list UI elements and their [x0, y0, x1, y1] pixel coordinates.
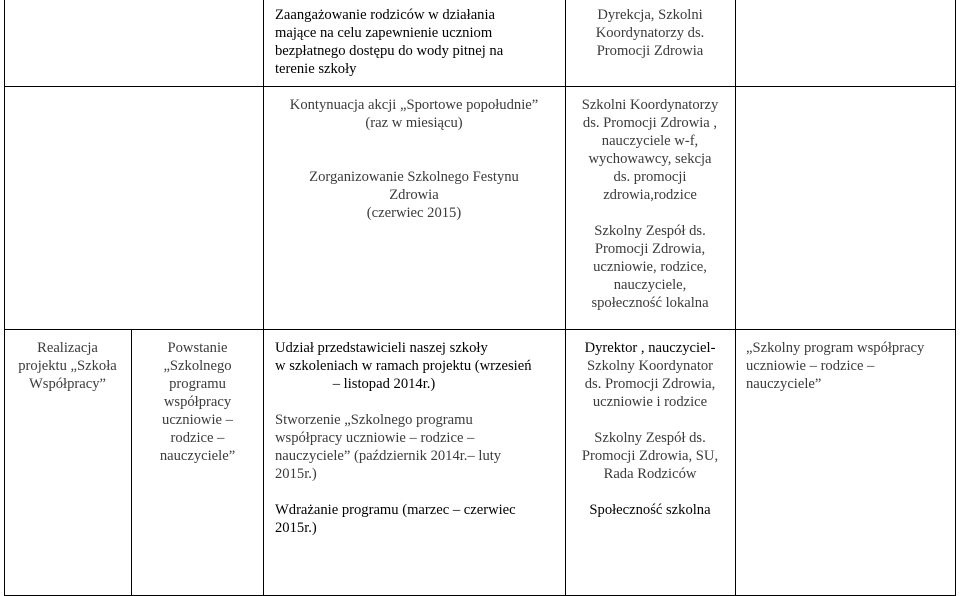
row3-responsible-b-line-1: Szkolny Zespół ds. — [594, 430, 706, 446]
row3-activity-b-line-4: 2015r.) — [275, 466, 317, 482]
table-border-left — [4, 0, 5, 596]
row3-responsible-a-line-4: uczniowie i rodzice — [592, 394, 708, 410]
row3-task-line-7: nauczyciele” — [159, 448, 236, 464]
row2-responsible-a-line-1: Szkolni Koordynatorzy — [581, 97, 719, 113]
row3-activity-b-line-2: współpracy uczniowie – rodzice – — [275, 430, 475, 446]
row3-task-line-1: Powstanie — [167, 340, 228, 356]
row3-area-line-3: Współpracy” — [29, 376, 106, 392]
row3-task-line-5: uczniowie – — [162, 412, 233, 428]
row3-responsible-a-line-1: Dyrektor , nauczyciel- — [584, 340, 716, 356]
row3-area-line-2: projektu „Szkoła — [18, 358, 117, 374]
row3-task-line-2: „Szkolnego — [163, 358, 232, 374]
row2-activity-a-line-1: Kontynuacja akcji „Sportowe popołudnie” — [289, 97, 539, 113]
column-divider-4 — [735, 0, 736, 596]
row3-activity-a-line-2: w szkoleniach w ramach projektu (wrzesień — [275, 358, 532, 374]
row2-responsible-a-line-2: ds. Promocji Zdrowia , — [582, 115, 718, 131]
row3-effect-line-1: „Szkolny program współpracy — [746, 340, 925, 356]
column-divider-1 — [131, 330, 132, 596]
row1-activity-cell — [275, 6, 560, 78]
row3-responsible-b-line-3: Rada Rodziców — [603, 466, 697, 482]
row1-responsible-line-2: Koordynatorzy ds. — [595, 25, 705, 41]
row3-task-cell — [134, 339, 261, 465]
row2-responsible-b-line-1: Szkolny Zespół ds. — [594, 223, 706, 239]
row3-effect-line-3: nauczyciele” — [746, 376, 822, 392]
row2-activity-b-line-1: Zorganizowanie Szkolnego Festynu — [309, 169, 519, 185]
row3-activity-c-line-2: 2015r.) — [275, 520, 317, 536]
row3-activity-a-line-3: – listopad 2014r.) — [332, 376, 436, 392]
row3-activity-cell — [275, 339, 563, 537]
row2-activity-cell — [265, 96, 563, 222]
row2-responsible-a-line-3: nauczyciele w-f, — [601, 133, 699, 149]
row1-responsible-line-3: Promocji Zdrowia — [596, 43, 704, 59]
row2-responsible-b-line-3: uczniowie, rodzice, — [593, 259, 707, 275]
row-divider-1 — [4, 86, 956, 87]
row2-responsible-a-line-5: ds. promocji — [613, 169, 687, 185]
row3-area-cell — [6, 339, 129, 393]
row3-task-line-6: rodzice – — [170, 430, 225, 446]
row2-activity-b-line-3: (czerwiec 2015) — [366, 205, 462, 221]
row2-responsible-a-line-6: zdrowia,rodzice — [603, 187, 697, 203]
row3-activity-b-line-1: Stworzenie „Szkolnego programu — [275, 412, 473, 428]
row3-responsible-cell — [568, 339, 732, 519]
row3-responsible-c-line-1: Społeczność szkolna — [589, 502, 711, 518]
row3-effect-cell — [746, 339, 952, 393]
row3-activity-c-line-1: Wdrażanie programu (marzec – czerwiec — [275, 502, 516, 518]
row-divider-2 — [4, 329, 956, 330]
table-border-right — [955, 0, 956, 596]
row3-activity-b-line-3: nauczyciele” (październik 2014r.– luty — [275, 448, 502, 464]
row3-responsible-a-line-2: Szkolny Koordynator — [586, 358, 714, 374]
row1-activity-line-2: mające na celu zapewnienie uczniom — [275, 25, 493, 41]
row2-activity-a-line-2: (raz w miesiącu) — [365, 115, 463, 131]
row3-effect-line-2: uczniowie – rodzice – — [746, 358, 875, 374]
column-divider-3 — [565, 0, 566, 596]
row1-responsible-cell — [568, 6, 732, 60]
row1-activity-line-4: terenie szkoły — [275, 61, 357, 77]
row3-area-line-1: Realizacja — [37, 340, 98, 356]
row2-responsible-b-line-2: Promocji Zdrowia, — [594, 241, 706, 257]
row2-responsible-a-line-4: wychowawcy, sekcja — [588, 151, 712, 167]
row2-responsible-cell — [568, 96, 732, 312]
column-divider-2 — [263, 0, 264, 596]
row1-activity-line-1: Zaangażowanie rodziców w działania — [275, 7, 496, 23]
row1-activity-line-3: bezpłatnego dostępu do wody pitnej na — [275, 43, 504, 59]
row1-responsible-line-1: Dyrekcja, Szkolni — [597, 7, 703, 23]
row3-responsible-a-line-3: ds. Promocji Zdrowia, — [584, 376, 716, 392]
row2-responsible-b-line-5: społeczność lokalna — [591, 295, 709, 311]
row3-activity-a-line-1: Udział przedstawicieli naszej szkoły — [275, 340, 488, 356]
row3-responsible-b-line-2: Promocji Zdrowia, SU, — [581, 448, 719, 464]
row2-responsible-b-line-4: nauczyciele, — [613, 277, 687, 293]
row3-task-line-3: programu — [169, 376, 226, 392]
row2-activity-b-line-2: Zdrowia — [389, 187, 439, 203]
row3-task-line-4: współpracy — [163, 394, 232, 410]
